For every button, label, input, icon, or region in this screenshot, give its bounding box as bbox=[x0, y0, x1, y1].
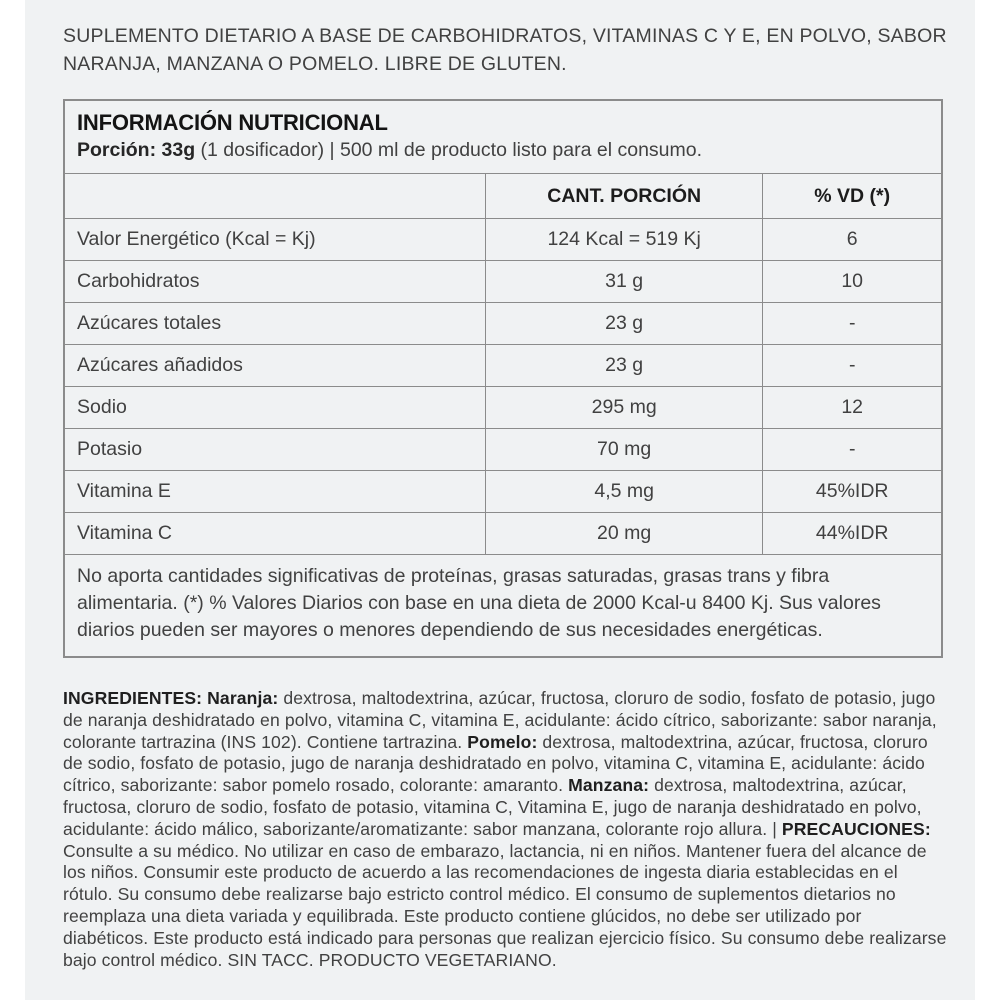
row-amount: 4,5 mg bbox=[485, 471, 762, 513]
table-footnote: No aporta cantidades significativas de proteínas, grasas saturadas, grasas trans y fibra alimentaria. (*) % Valores Diarios con base en una dieta de 2000 Kcal-u 8400 Kj. Sus valores diarios pueden ser mayores o menores dependiendo de sus necesidades energéticas. bbox=[64, 555, 942, 658]
serving-size-bold: Porción: 33g bbox=[77, 139, 196, 161]
table-row bbox=[64, 429, 942, 471]
ingredients-text-segment: dextrosa, maltodextrina, azúcar, fructosa, cloruro de sodio, fosfato de potasio, vitamina C, Vitamina E, jugo de naranja deshidratado en polvo, acidulante: ácido málico, saborizante/aromatizante: sabor manzana, colorante rojo allura. | bbox=[63, 775, 922, 839]
row-label: Vitamina E bbox=[64, 471, 485, 513]
ingredients-text-segment: dextrosa, maltodextrina, azúcar, fructosa, cloruro de sodio, fosfato de potasio, jugo de naranja deshidratado en polvo, vitamina C, vitamina E, acidulante: ácido cítrico, saborizante: sabor naranja, colorante tartrazina (INS 102). Contiene tartrazina. bbox=[63, 688, 937, 752]
nutrition-rows bbox=[64, 219, 942, 555]
row-daily-value: - bbox=[763, 429, 942, 471]
row-daily-value: 10 bbox=[763, 261, 942, 303]
row-amount: 70 mg bbox=[485, 429, 762, 471]
column-header-nutrient bbox=[64, 174, 485, 219]
nutrition-facts-table bbox=[63, 99, 943, 658]
ingredients-text-segment: dextrosa, maltodextrina, azúcar, fructosa, cloruro de sodio, fosfato de potasio, jugo de naranja deshidratado en polvo, vitamina C, vitamina E, acidulante: ácido cítrico, saborizante: sabor pomelo rosado, colorante: amaranto. bbox=[63, 731, 928, 796]
table-row bbox=[64, 513, 942, 555]
table-row bbox=[64, 345, 942, 387]
row-amount: 124 Kcal = 519 Kj bbox=[485, 219, 762, 261]
ingredients-bold-segment: Naranja: bbox=[207, 688, 284, 708]
nutrition-table-title: INFORMACIÓN NUTRICIONAL bbox=[77, 110, 388, 135]
product-intro-text: SUPLEMENTO DIETARIO A BASE DE CARBOHIDRATOS, VITAMINAS C Y E, EN POLVO, SABOR NARANJA, MANZANA O POMELO. LIBRE DE GLUTEN. bbox=[63, 25, 947, 75]
table-row bbox=[64, 261, 942, 303]
table-row bbox=[64, 303, 942, 345]
row-label: Sodio bbox=[64, 387, 485, 429]
serving-size-line bbox=[77, 139, 929, 162]
serving-size-rest: (1 dosificador) | 500 ml de producto listo para el consumo. bbox=[195, 139, 703, 161]
row-daily-value: 45%IDR bbox=[763, 471, 942, 513]
row-daily-value: 44%IDR bbox=[763, 513, 942, 555]
label-content bbox=[25, 0, 975, 1000]
row-daily-value: - bbox=[763, 303, 942, 345]
column-header-row bbox=[64, 174, 942, 219]
row-amount: 23 g bbox=[485, 303, 762, 345]
row-daily-value: - bbox=[763, 345, 942, 387]
table-row bbox=[64, 387, 942, 429]
column-header-daily-value: % VD (*) bbox=[763, 174, 942, 219]
row-amount: 31 g bbox=[485, 261, 762, 303]
row-label: Valor Energético (Kcal = Kj) bbox=[64, 219, 485, 261]
row-amount: 23 g bbox=[485, 345, 762, 387]
row-daily-value: 6 bbox=[763, 219, 942, 261]
row-amount: 295 mg bbox=[485, 387, 762, 429]
footnote-row bbox=[64, 555, 942, 658]
table-row bbox=[64, 471, 942, 513]
column-header-amount: CANT. PORCIÓN bbox=[485, 174, 762, 219]
row-amount: 20 mg bbox=[485, 513, 762, 555]
ingredients-bold-segment: Pomelo: bbox=[467, 731, 543, 752]
ingredients-text-segment: Consulte a su médico. No utilizar en caso de embarazo, lactancia, ni en niños. Mantener fuera del alcance de los niños. Consumir este producto de acuerdo a las recomendaciones de ingesta diaria establecidas en el rótulo. Su consumo debe realizarse bajo estricto control médico. El consumo de suplementos dietarios no reemplaza una dieta variada y equilibrada. Este producto contiene glúcidos, no debe ser utilizado por diabéticos. Este producto está indicado para personas que realizan ejercicio físico. Su consumo debe realizarse bajo control médico. SIN TACC. PRODUCTO VEGETARIANO. bbox=[63, 840, 947, 970]
ingredients-precautions-text bbox=[63, 688, 947, 971]
ingredients-bold-segment: PRECAUCIONES: bbox=[781, 818, 931, 839]
ingredients-bold-segment: Manzana: bbox=[568, 775, 655, 796]
table-row bbox=[64, 219, 942, 261]
row-label: Azúcares añadidos bbox=[64, 345, 485, 387]
table-title-row bbox=[64, 100, 942, 174]
row-label: Azúcares totales bbox=[64, 303, 485, 345]
row-label: Vitamina C bbox=[64, 513, 485, 555]
row-daily-value: 12 bbox=[763, 387, 942, 429]
row-label: Carbohidratos bbox=[64, 261, 485, 303]
ingredients-bold-segment: INGREDIENTES: bbox=[63, 688, 208, 708]
row-label: Potasio bbox=[64, 429, 485, 471]
